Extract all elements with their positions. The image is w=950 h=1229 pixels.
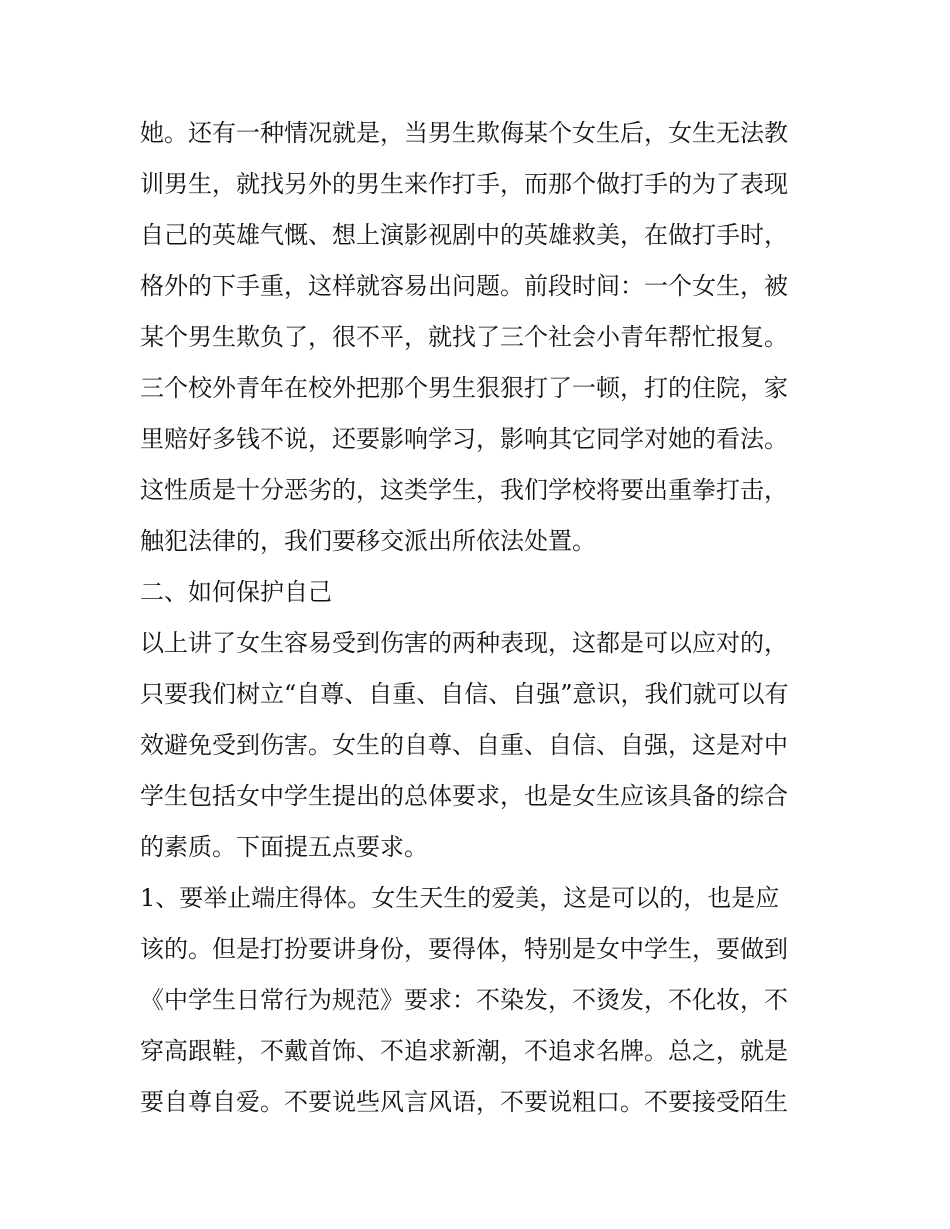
- body-line: 触犯法律的，我们要移交派出所依法处置。: [140, 527, 596, 555]
- body-line: 三个校外青年在校外把那个男生狠狠打了一顿，打的住院，家: [140, 374, 788, 402]
- body-line: 效避免受到伤害。女生的自尊、自重、自信、自强，这是对中: [140, 731, 788, 759]
- body-line: 这性质是十分恶劣的，这类学生，我们学校将要出重拳打击，: [140, 476, 788, 504]
- body-line: 以上讲了女生容易受到伤害的两种表现，这都是可以应对的，: [140, 629, 788, 657]
- body-line: 只要我们树立“自尊、自重、自信、自强”意识，我们就可以有: [140, 680, 789, 708]
- list-item-line: 1、要举止端庄得体。女生天生的爱美，这是可以的，也是应: [140, 884, 780, 912]
- document-body: [140, 108, 820, 1128]
- body-line: 格外的下手重，这样就容易出问题。前段时间：一个女生，被: [140, 272, 788, 300]
- body-line: 她。还有一种情况就是，当男生欺侮某个女生后，女生无法教: [140, 119, 788, 147]
- body-line: 训男生，就找另外的男生来作打手，而那个做打手的为了表现: [140, 170, 788, 198]
- body-line: 某个男生欺负了，很不平，就找了三个社会小青年帮忙报复。: [140, 323, 788, 351]
- body-line: 的素质。下面提五点要求。: [140, 833, 428, 861]
- body-line: 里赔好多钱不说，还要影响学习，影响其它同学对她的看法。: [140, 425, 788, 453]
- body-line: 该的。但是打扮要讲身份，要得体，特别是女中学生，要做到: [140, 935, 788, 963]
- section-heading: 二、如何保护自己: [140, 578, 332, 606]
- body-line: 自己的英雄气慨、想上演影视剧中的英雄救美，在做打手时，: [140, 221, 788, 249]
- body-line: 《中学生日常行为规范》要求：不染发，不烫发，不化妆，不: [140, 986, 788, 1014]
- body-line: 学生包括女中学生提出的总体要求，也是女生应该具备的综合: [140, 782, 788, 810]
- body-line: 穿高跟鞋，不戴首饰、不追求新潮，不追求名牌。总之，就是: [140, 1037, 788, 1065]
- body-line: 要自尊自爱。不要说些风言风语，不要说粗口。不要接受陌生: [140, 1088, 788, 1116]
